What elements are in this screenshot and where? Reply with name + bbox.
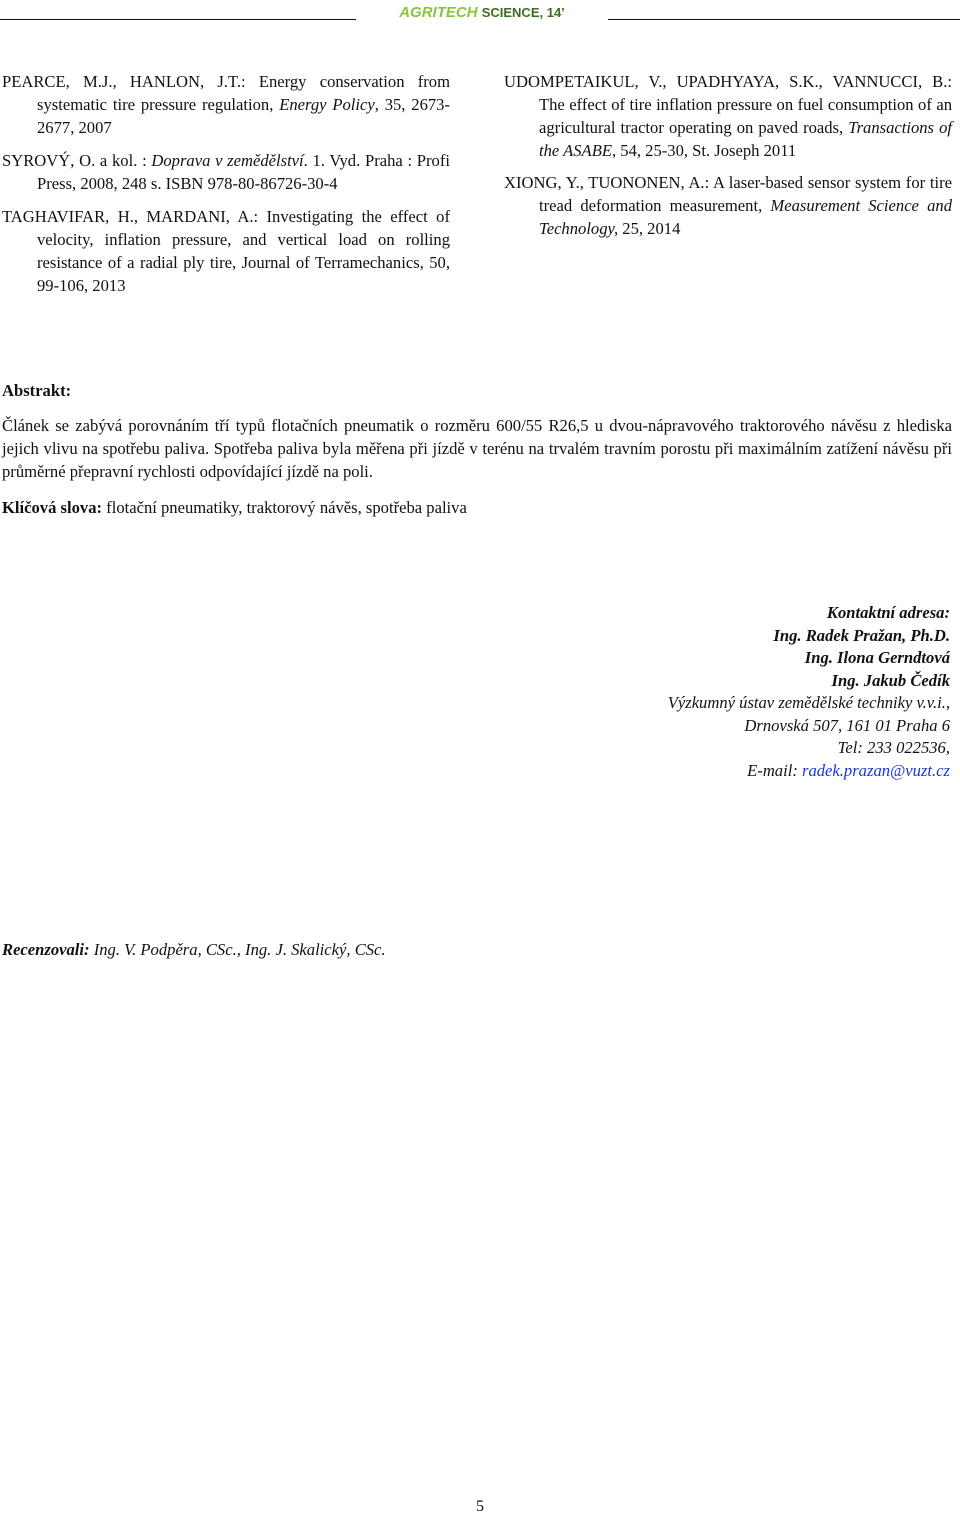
keywords-text: flotační pneumatiky, traktorový návěs, spotřeba paliva bbox=[102, 498, 467, 517]
header-rule-left bbox=[0, 19, 356, 20]
contact-name: Ing. Radek Pražan, Ph.D. bbox=[773, 625, 950, 645]
reference-details: . 1. Vyd. Praha : Profi Press, 2008, 248 s. ISBN 978-80-86726-30-4 bbox=[37, 151, 450, 193]
reference-source: Doprava v zemědělství bbox=[151, 151, 304, 170]
reviewers-text: Ing. V. Podpěra, CSc., Ing. J. Skalický, CSc. bbox=[89, 940, 386, 959]
reference-source: Transactions of the ASABE bbox=[539, 118, 952, 160]
references-left-column bbox=[2, 70, 450, 307]
keywords-label: Klíčová slova: bbox=[2, 498, 103, 517]
contact-phone: Tel: 233 022536, bbox=[837, 738, 950, 757]
reference-item bbox=[2, 149, 450, 195]
reference-text: PEARCE, M.J., HANLON, J.T.: Energy conservation from systematic tire pressure regulation, bbox=[2, 72, 450, 114]
contact-street-address: Drnovská 507, 161 01 Praha 6 bbox=[744, 715, 950, 735]
header-rule-right bbox=[608, 19, 960, 20]
abstract-body: Článek se zabývá porovnáním tří typů flotačních pneumatik o rozměru 600/55 R26,5 u dvou-nápravového traktorového návěsu z hlediska jejich vlivu na spotřebu paliva. Spotřeba paliva byla měřena při jízdě v terénu na trvalém travním porostu při maximálním zatížení návěsu při průměrné přepravní rychlosti odpovídající jízdě na poli. bbox=[2, 416, 952, 481]
journal-name-agri: AGRI bbox=[399, 4, 437, 21]
reference-source: Energy Policy bbox=[279, 95, 375, 114]
reference-text: TAGHAVIFAR, H., MARDANI, A.: Investigating the effect of velocity, inflation pressure, and vertical load on rolling resistance of a radial ply tire, Journal of Terramechanics, 50, 99-106, 2013 bbox=[2, 207, 450, 295]
contact-name: Ing. Jakub Čedík bbox=[831, 670, 950, 690]
journal-name bbox=[356, 4, 608, 21]
contact-institution: Výzkumný ústav zemědělské techniky v.v.i., bbox=[667, 693, 950, 712]
reference-details: , 54, 25-30, St. Joseph 2011 bbox=[611, 141, 797, 160]
journal-name-rest: SCIENCE, 14’ bbox=[481, 5, 565, 20]
abstract-heading: Abstrakt: bbox=[2, 381, 72, 400]
reviewers-label: Recenzovali: bbox=[2, 940, 90, 959]
reviewers bbox=[2, 940, 386, 960]
contact-heading: Kontaktní adresa: bbox=[826, 603, 950, 622]
contact-email-link[interactable]: radek.prazan@vuzt.cz bbox=[802, 760, 950, 780]
reference-item bbox=[504, 70, 952, 162]
contact-email-label: E-mail: bbox=[747, 760, 802, 780]
running-header bbox=[0, 0, 960, 30]
reference-text: UDOMPETAIKUL, V., UPADHYAYA, S.K., VANNUCCI, B.: The effect of tire inflation pressure on fuel consumption of an agricultural tractor operating on paved roads, bbox=[504, 72, 952, 137]
reference-item bbox=[504, 171, 952, 240]
contact-address bbox=[450, 602, 950, 782]
reference-text: XIONG, Y., TUONONEN, A.: A laser-based sensor system for tire tread deformation measurement, bbox=[504, 173, 952, 215]
reference-text: SYROVÝ, O. a kol. : bbox=[2, 151, 152, 170]
contact-email-line bbox=[450, 760, 950, 783]
reference-item bbox=[2, 70, 450, 139]
contact-name: Ing. Ilona Gerndtová bbox=[804, 648, 950, 667]
page-number: 5 bbox=[476, 1498, 484, 1515]
reference-item bbox=[2, 205, 450, 297]
reference-details: , 35, 2673-2677, 2007 bbox=[37, 95, 451, 137]
journal-name-tech: TECH bbox=[436, 4, 478, 21]
reference-source: Measurement Science and Technology, bbox=[539, 196, 952, 238]
keywords bbox=[2, 496, 952, 519]
reference-details: 25, 2014 bbox=[618, 219, 681, 238]
references-right-column bbox=[504, 70, 952, 249]
